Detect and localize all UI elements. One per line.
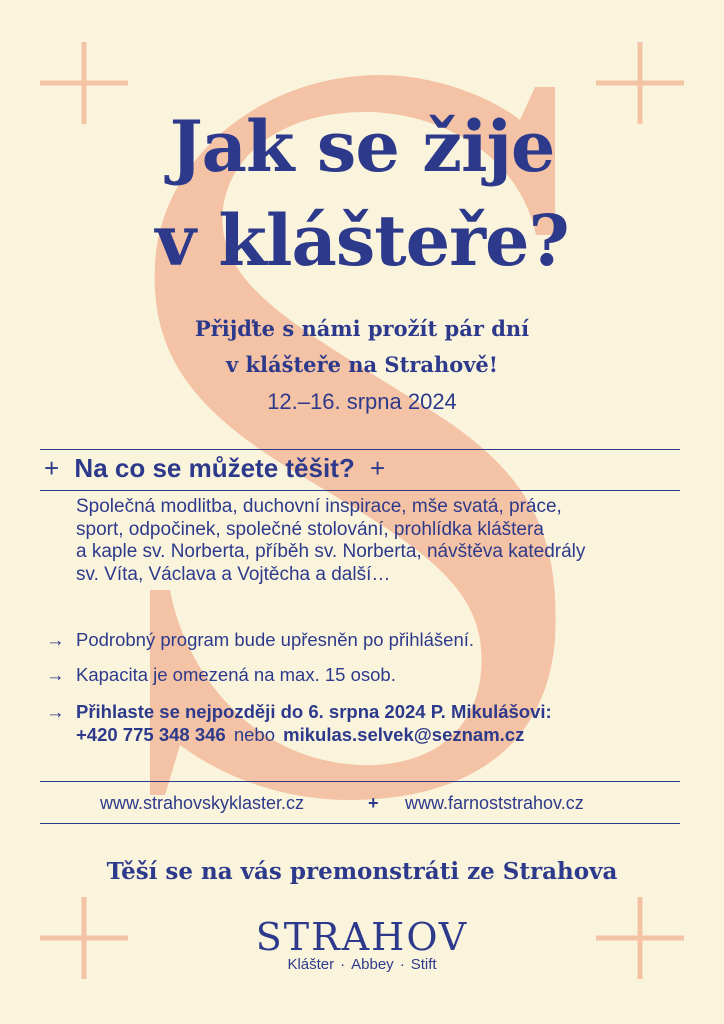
body-line: sport, odpočinek, společné stolování, prohlídka kláštera xyxy=(76,518,544,540)
subtitle-line-1: Přijďte s námi prožít pár dní xyxy=(194,316,530,341)
section-heading-text: Na co se můžete těšit? xyxy=(74,453,355,483)
note-item xyxy=(46,664,396,686)
divider xyxy=(40,490,680,491)
note-text: Kapacita je omezená na max. 15 osob. xyxy=(76,664,396,685)
dot-separator: · xyxy=(340,956,346,973)
dot-separator: · xyxy=(399,956,405,973)
website-link-abbey[interactable]: www.strahovskyklaster.cz xyxy=(100,793,305,813)
tagline-word: Stift xyxy=(410,956,437,973)
body-line: a kaple sv. Norberta, příběh sv. Norberta, návštěva katedrály xyxy=(76,541,586,562)
arrow-right-icon: → xyxy=(46,701,65,722)
arrow-right-icon: → xyxy=(46,664,65,685)
note-item xyxy=(46,629,474,651)
title-line-2: v klášteře? xyxy=(155,199,569,282)
contact-line xyxy=(76,724,524,746)
email-address[interactable]: mikulas.selvek@seznam.cz xyxy=(283,724,525,745)
closing-line: Těší se na vás premonstráti ze Strahova xyxy=(106,858,618,885)
note-item xyxy=(46,701,552,723)
plus-icon: + xyxy=(369,453,386,483)
website-link-parish[interactable]: www.farnoststrahov.cz xyxy=(405,793,584,813)
plus-icon: + xyxy=(368,793,379,813)
subtitle-line-2: v klášteře na Strahově! xyxy=(225,352,499,377)
arrow-right-icon: → xyxy=(46,629,65,650)
title-line-1: Jak se žije xyxy=(169,105,555,188)
logo-tagline xyxy=(0,956,724,973)
divider xyxy=(40,781,680,782)
or-text: nebo xyxy=(233,724,275,745)
note-text: Přihlaste se nejpozději do 6. srpna 2024 P. Mikulášovi: xyxy=(76,701,552,722)
divider xyxy=(40,823,680,824)
divider xyxy=(40,449,680,450)
strahov-logo: STRAHOV xyxy=(255,915,469,959)
tagline-word: Klášter xyxy=(287,956,335,973)
body-line: Společná modlitba, duchovní inspirace, mše svatá, práce, xyxy=(76,496,562,517)
phone-number: +420 775 348 346 xyxy=(76,724,226,745)
tagline-word: Abbey xyxy=(351,956,394,973)
body-line: sv. Víta, Václava a Vojtěcha a další… xyxy=(76,563,391,585)
note-text: Podrobný program bude upřesněn po přihlášení. xyxy=(76,629,475,650)
section-body xyxy=(76,496,676,586)
section-heading xyxy=(44,453,385,484)
event-dates: 12.–16. srpna 2024 xyxy=(267,389,457,414)
plus-icon: + xyxy=(44,453,60,483)
